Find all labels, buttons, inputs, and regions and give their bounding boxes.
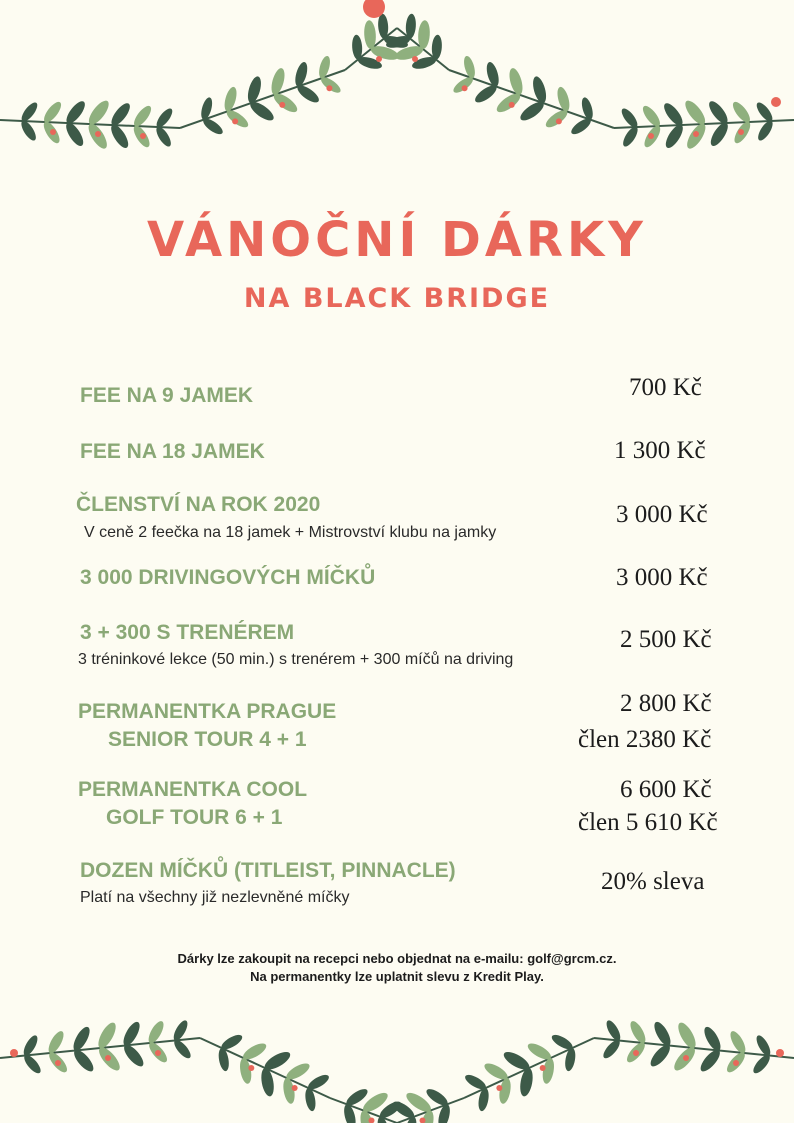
leaf <box>154 106 175 130</box>
leaf <box>706 98 731 126</box>
item-name-driving-balls: 3 000 DRIVINGOVÝCH MÍČKŮ <box>80 566 376 589</box>
garland-top-decoration <box>0 0 794 175</box>
leaf <box>224 107 251 130</box>
berry <box>95 131 101 137</box>
leaf <box>201 116 225 137</box>
berry <box>376 56 382 62</box>
berry <box>248 1065 254 1071</box>
item-name-trainer: 3 + 300 S TRENÉREM <box>80 621 295 644</box>
item-name-cool-line2: GOLF TOUR 6 + 1 <box>106 806 283 829</box>
item-name-fee-9: FEE NA 9 JAMEK <box>80 384 254 407</box>
berry <box>279 102 285 108</box>
leaf <box>661 100 686 128</box>
member-price-cool: člen 5 610 Kč <box>578 809 718 836</box>
berry <box>540 1065 546 1071</box>
garland-bottom-decoration <box>0 988 794 1123</box>
leaf <box>640 103 663 129</box>
price-dozen-balls: 20% sleva <box>601 868 705 895</box>
leaf <box>172 1038 194 1061</box>
leaf <box>601 1038 623 1061</box>
berry <box>50 129 56 135</box>
leaf <box>247 99 276 124</box>
item-name-membership: ČLENSTVÍ NA ROK 2020 <box>76 493 321 516</box>
item-name-fee-18: FEE NA 18 JAMEK <box>80 440 265 463</box>
price-fee-18: 1 300 Kč <box>614 437 706 464</box>
price-membership: 3 000 Kč <box>616 501 708 528</box>
berry <box>105 1055 111 1061</box>
leaf <box>271 90 300 115</box>
footer-note-line1: Dárky lze zakoupit na recepci nebo objednat na e-mailu: golf@grcm.cz. <box>177 951 617 966</box>
leaf <box>647 1042 673 1069</box>
berry <box>232 118 238 124</box>
price-prague: 2 800 Kč <box>620 690 712 717</box>
berry <box>693 131 699 137</box>
berry <box>776 1049 784 1057</box>
price-trainer: 2 500 Kč <box>620 626 712 653</box>
leaf <box>63 98 88 126</box>
leaf <box>319 75 343 96</box>
berry <box>326 85 332 91</box>
item-name-cool-line1: PERMANENTKA COOL <box>78 778 308 801</box>
page-title: VÁNOČNÍ DÁRKY <box>147 212 647 268</box>
item-desc-trainer: 3 tréninkové lekce (50 min.) s trenérem + 300 míčů na driving <box>78 651 514 668</box>
berry <box>633 1050 639 1056</box>
leaf <box>85 98 112 128</box>
item-name-dozen-balls: DOZEN MÍČKŮ (TITLEIST, PINNACLE) <box>80 859 456 882</box>
item-name-prague-line1: PERMANENTKA PRAGUE <box>78 700 337 723</box>
leaf <box>41 99 64 125</box>
berry <box>648 133 654 139</box>
member-price-prague: člen 2380 Kč <box>578 726 712 753</box>
leaf <box>342 1103 358 1123</box>
berry <box>771 97 781 107</box>
item-name-prague-line2: SENIOR TOUR 4 + 1 <box>108 728 307 751</box>
leaf <box>131 103 154 129</box>
berry <box>10 1049 18 1057</box>
price-driving-balls: 3 000 Kč <box>616 564 708 591</box>
leaf <box>22 1053 44 1076</box>
berry <box>140 133 146 139</box>
leaf <box>71 1047 97 1074</box>
berry <box>292 1085 298 1091</box>
leaf <box>121 1042 147 1069</box>
leaf <box>436 1103 452 1123</box>
berry <box>683 1055 689 1061</box>
leaf <box>108 100 133 128</box>
berry <box>733 1060 739 1066</box>
berry <box>462 85 468 91</box>
leaf <box>19 100 40 124</box>
leaf <box>295 82 322 105</box>
berry <box>556 118 562 124</box>
berry <box>496 1085 502 1091</box>
berry <box>738 129 744 135</box>
page-subtitle: NA BLACK BRIDGE <box>243 283 551 314</box>
berry <box>155 1050 161 1056</box>
leaf <box>619 106 640 130</box>
berry <box>55 1060 61 1066</box>
item-desc-dozen-balls: Platí na všechny již nezlevněné míčky <box>80 889 350 906</box>
price-cool: 6 600 Kč <box>620 776 712 803</box>
leaf <box>682 98 709 128</box>
berry <box>509 102 515 108</box>
leaf <box>730 99 753 125</box>
footer-note-line2: Na permanentky lze uplatnit slevu z Kredit Play. <box>250 969 544 984</box>
leaf <box>697 1047 723 1074</box>
leaf <box>751 1053 773 1076</box>
item-desc-membership: V ceně 2 feečka na 18 jamek + Mistrovství klubu na jamky <box>84 524 497 541</box>
berry <box>412 56 418 62</box>
price-fee-9: 700 Kč <box>629 374 702 401</box>
